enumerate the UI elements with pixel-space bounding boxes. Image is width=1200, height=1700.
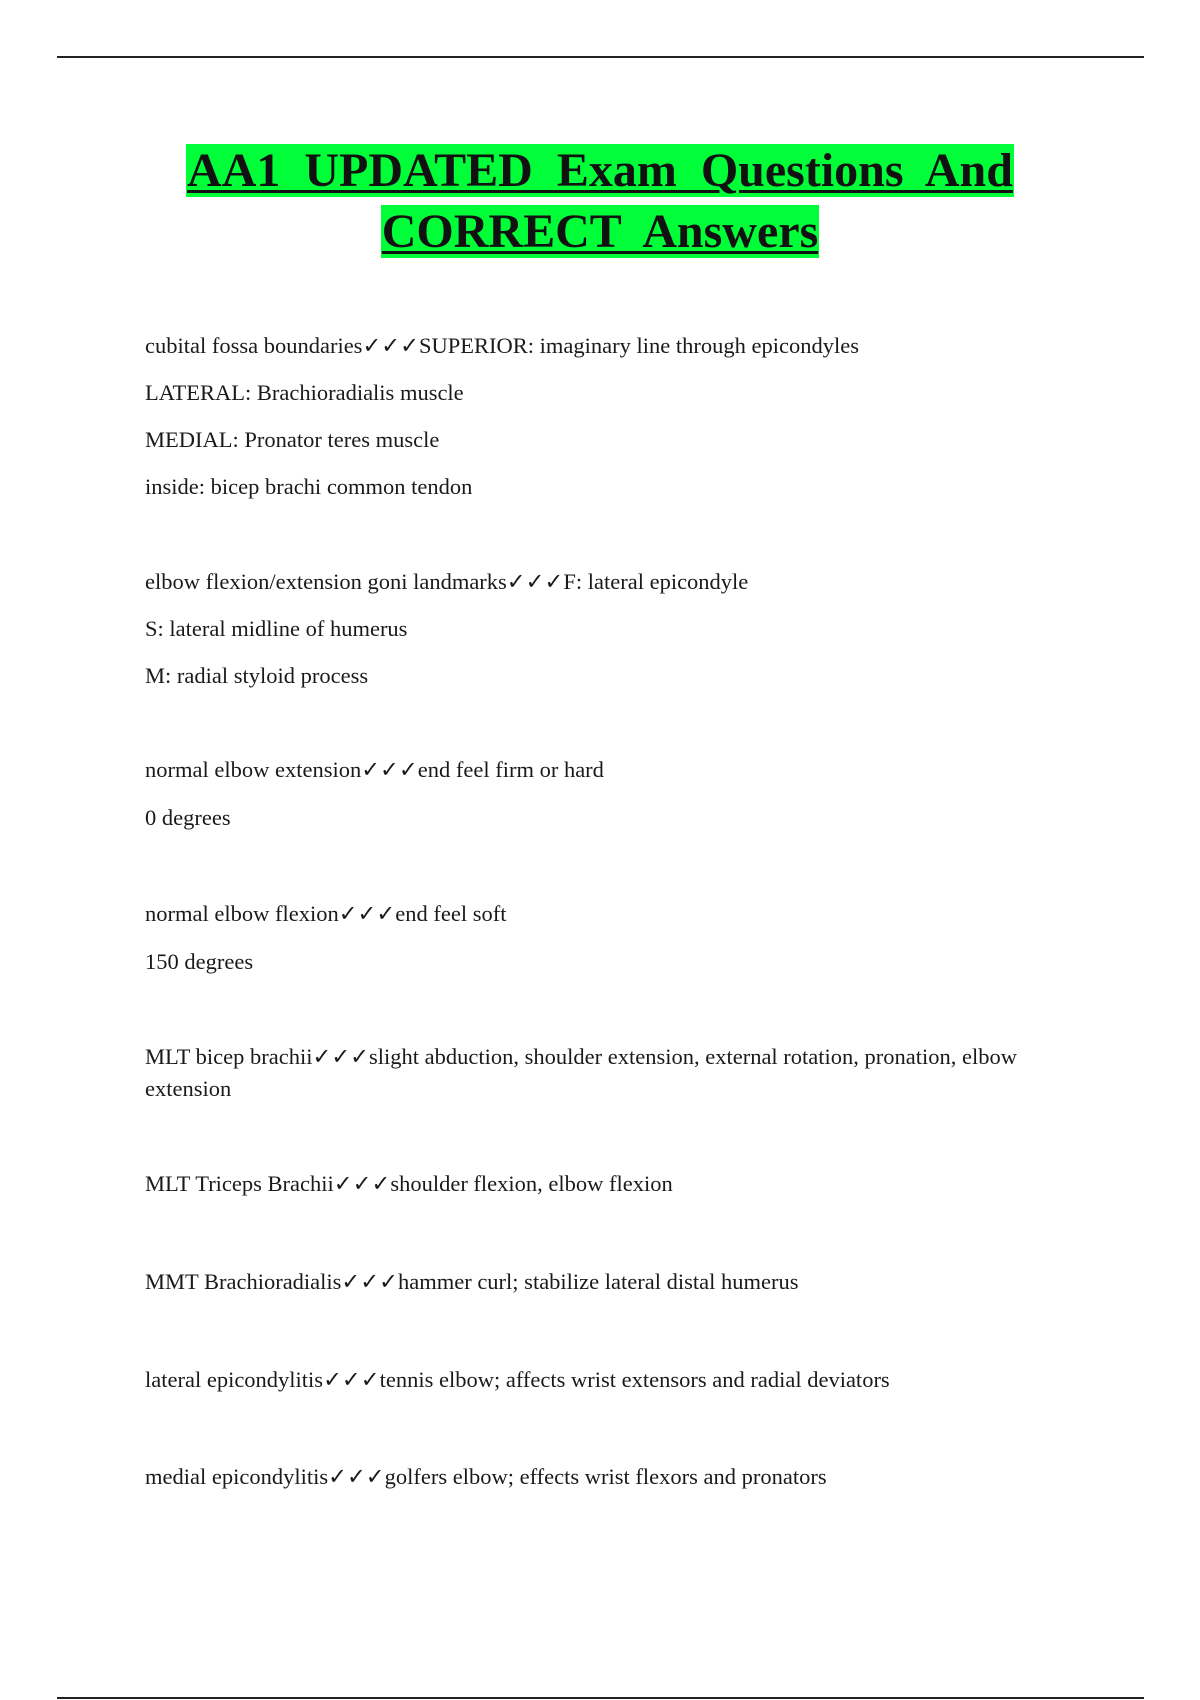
bottom-rule	[57, 1697, 1144, 1699]
qa-line: inside: bicep brachi common tendon	[145, 474, 473, 499]
qa-line: cubital fossa boundaries✓✓✓SUPERIOR: imaginary line through epicondyles	[145, 333, 859, 358]
qa-line: M: radial styloid process	[145, 663, 369, 688]
qa-line: MLT Triceps Brachii✓✓✓shoulder flexion, elbow flexion	[145, 1171, 673, 1196]
qa-line: MMT Brachioradialis✓✓✓hammer curl; stabilize lateral distal humerus	[145, 1269, 799, 1294]
qa-entry-lateral-epicondylitis	[145, 1364, 1045, 1395]
qa-line: S: lateral midline of humerus	[145, 616, 408, 641]
qa-line: 150 degrees	[145, 949, 254, 974]
title-line-2: CORRECT Answers	[381, 205, 819, 258]
qa-entry-bicep-brachii	[145, 1041, 1025, 1105]
top-rule	[57, 56, 1144, 58]
qa-entry-cubital-fossa	[145, 330, 1045, 502]
qa-entry-elbow-flexion	[145, 898, 1045, 977]
qa-line: lateral epicondylitis✓✓✓tennis elbow; affects wrist extensors and radial deviators	[145, 1367, 890, 1392]
qa-line: normal elbow extension✓✓✓end feel firm or hard	[145, 757, 604, 782]
qa-entry-medial-epicondylitis	[145, 1461, 1045, 1492]
qa-line: LATERAL: Brachioradialis muscle	[145, 380, 464, 405]
qa-line: medial epicondylitis✓✓✓golfers elbow; effects wrist flexors and pronators	[145, 1464, 827, 1489]
qa-entry-brachioradialis	[145, 1266, 1045, 1297]
qa-entry-triceps-brachii	[145, 1168, 1045, 1199]
qa-line: MEDIAL: Pronator teres muscle	[145, 427, 440, 452]
document-title	[0, 140, 1200, 262]
title-line-1: AA1 UPDATED Exam Questions And	[187, 144, 1013, 197]
qa-line: elbow flexion/extension goni landmarks✓✓✓F: lateral epicondyle	[145, 569, 749, 594]
qa-line: 0 degrees	[145, 805, 231, 830]
qa-line: normal elbow flexion✓✓✓end feel soft	[145, 901, 507, 926]
qa-entry-elbow-extension	[145, 754, 1045, 833]
qa-line: MLT bicep brachii✓✓✓slight abduction, shoulder extension, external rotation, pronation, elbow extension	[145, 1044, 1018, 1101]
qa-entry-goni-landmarks	[145, 566, 1045, 691]
